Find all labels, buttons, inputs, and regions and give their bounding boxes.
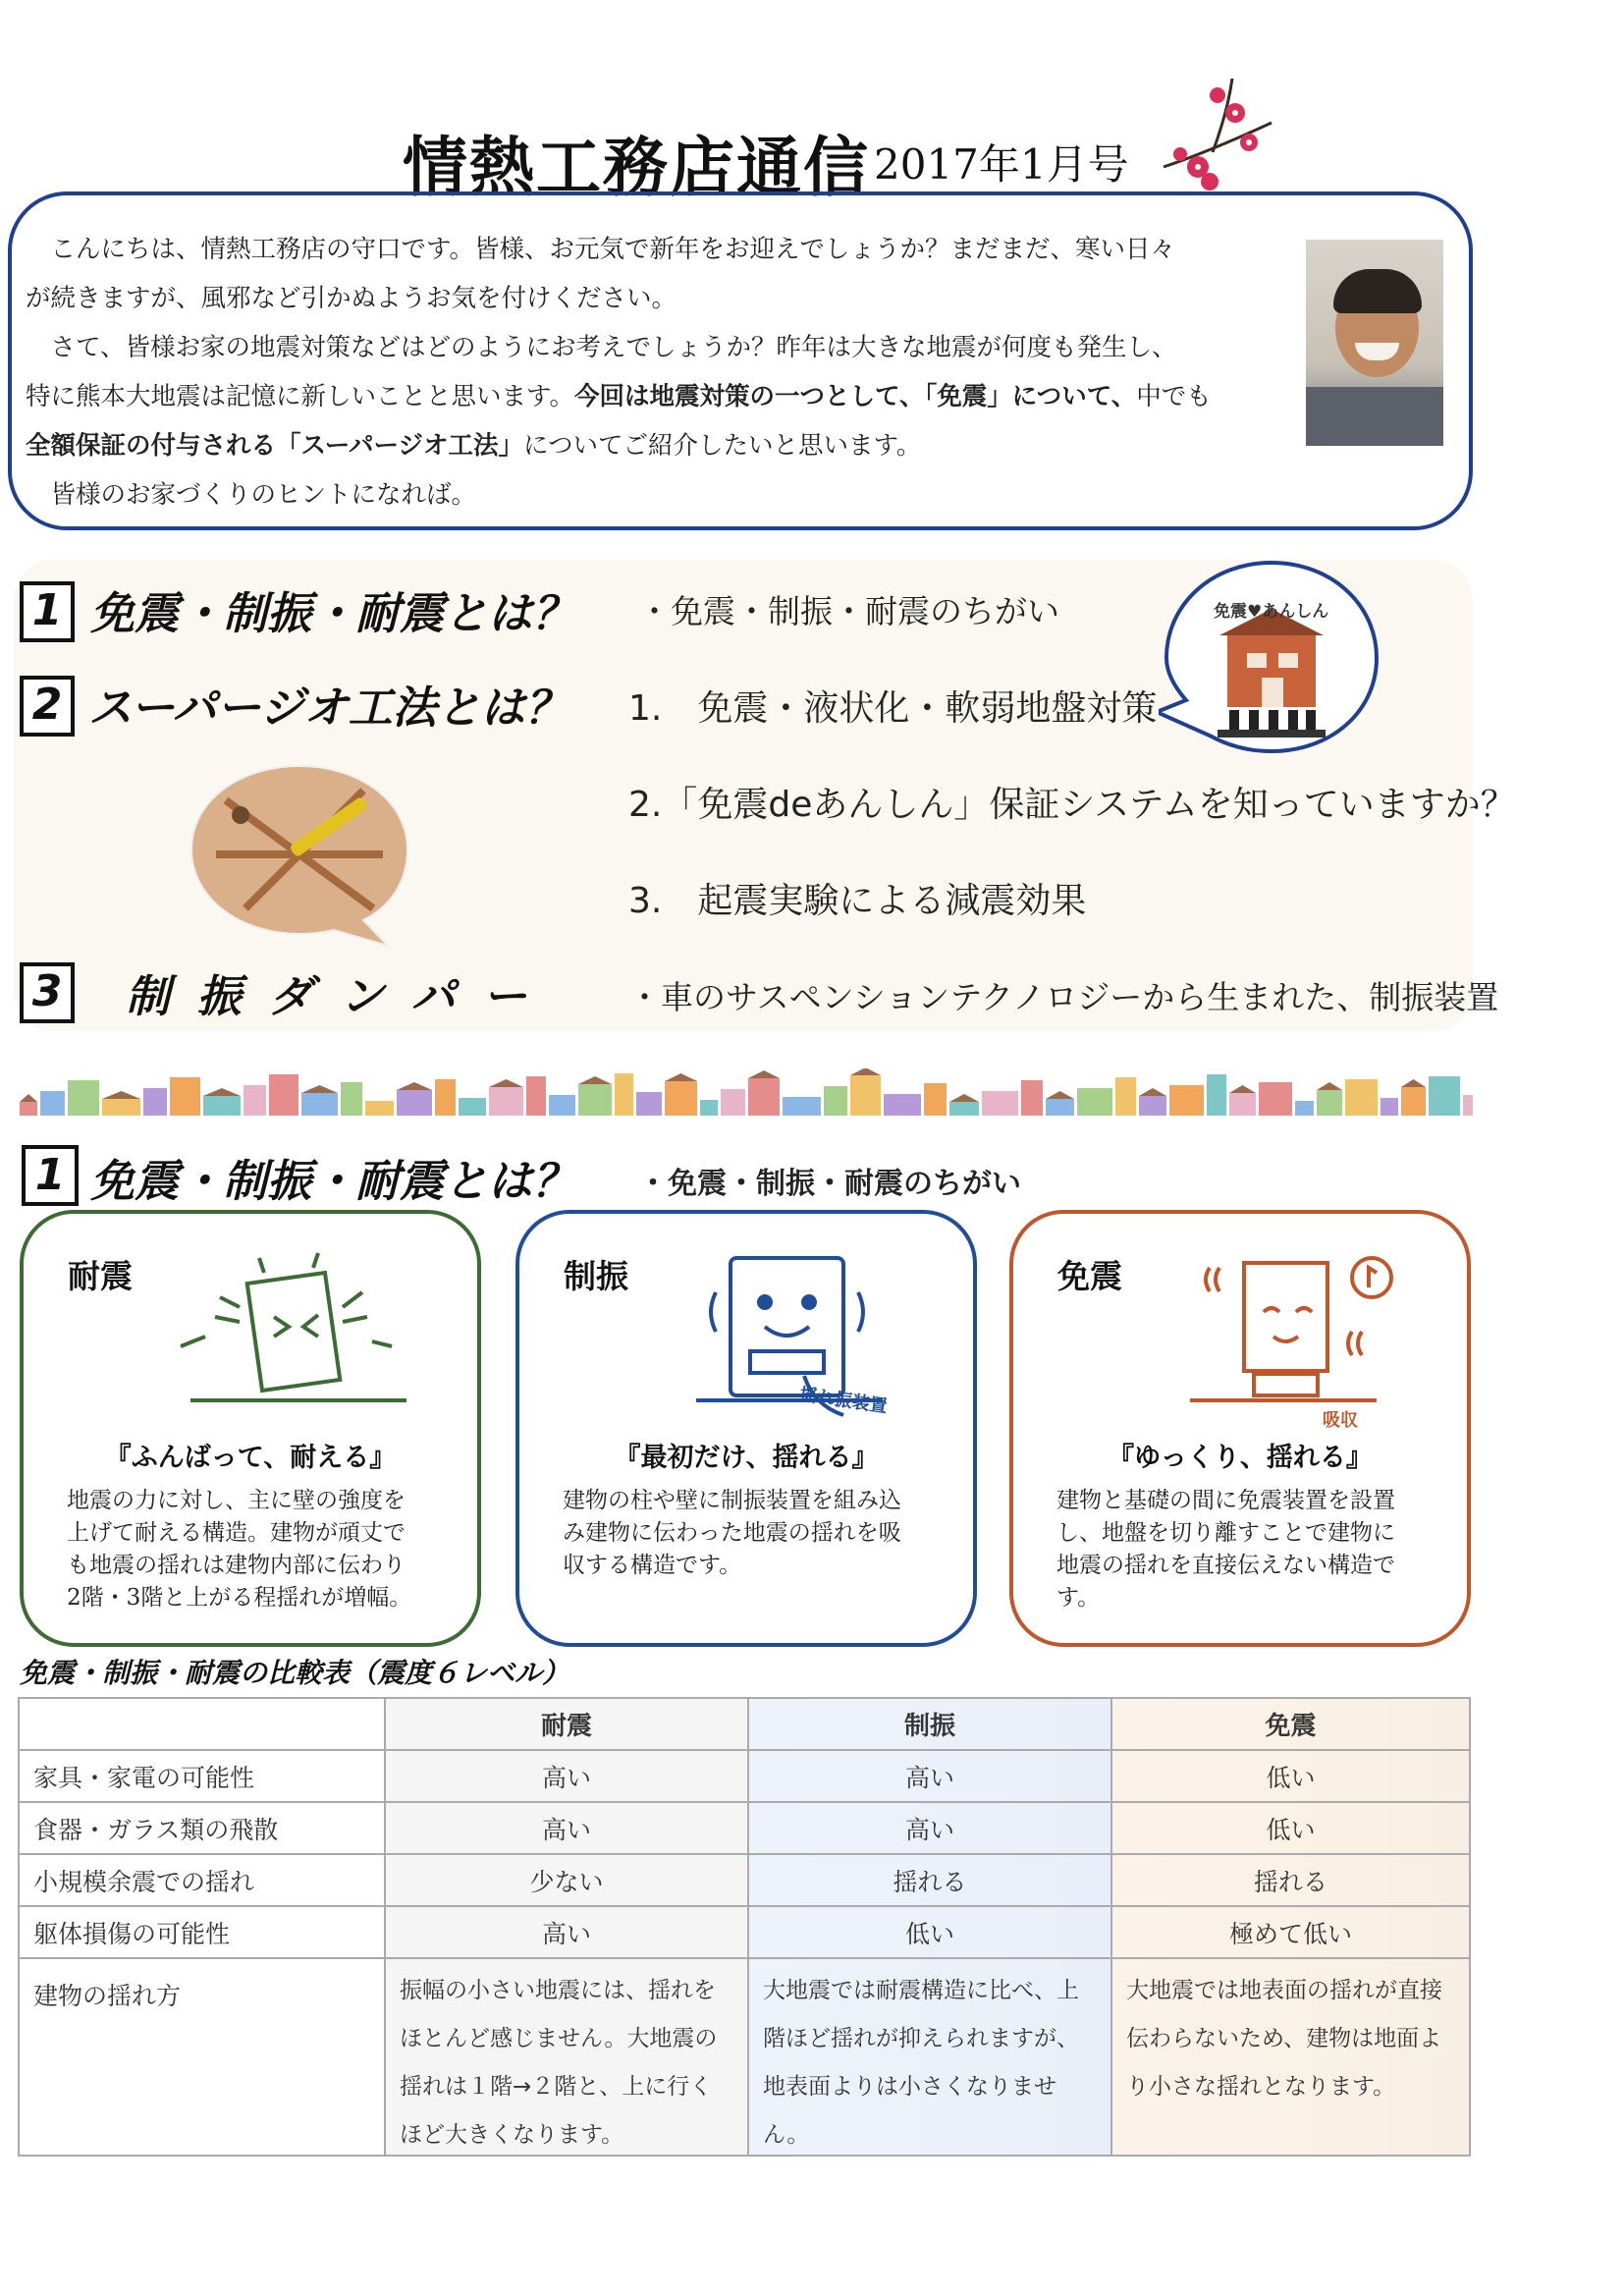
index-heading-2: スーパージオ工法とは？ [88, 682, 569, 734]
table-cell: 揺れる [749, 1855, 1112, 1905]
town-roof [203, 1088, 241, 1096]
table-cell-line: 大地震では耐震構造に比べ、上 [763, 1978, 1079, 2003]
table-cell: 高い [749, 1751, 1112, 1801]
index-sub-3: ・車のサスペンションテクノロジーから生まれた、制振装置 [628, 978, 1499, 1016]
town-building [1317, 1090, 1342, 1116]
isolated-building-icon [1151, 1238, 1416, 1425]
table-cell: 低い [749, 1907, 1112, 1957]
index-number-2: 2 [20, 676, 75, 737]
town-roof [1401, 1079, 1426, 1087]
town-building [665, 1081, 697, 1116]
table-cell-line: ほど大きくなります。 [400, 2122, 624, 2148]
town-building [1429, 1076, 1460, 1116]
town-building [549, 1095, 575, 1116]
index-sub-1: ・免震・制振・耐震のちがい [638, 592, 1059, 630]
greeting-line-1: こんにちは、情熱工務店の守口です。皆様、お元気で新年をお迎えでしょうか？まだまだ、寒い日々 [26, 235, 1175, 264]
town-roof [1317, 1082, 1342, 1090]
table-cell-line: 大地震では地表面の揺れが直接 [1126, 1978, 1442, 2003]
table-cell-line: 地表面よりは小さくなりませ [763, 2074, 1056, 2100]
card-menshin-body [1056, 1485, 1449, 1614]
card-seishin-motto: 『最初だけ、揺れる』 [614, 1443, 879, 1473]
index-sub-2-1: 1. 免震・液状化・軟弱地盤対策 [628, 688, 1158, 729]
section1-heading: 免震・制振・耐震とは？ [90, 1155, 577, 1207]
table-cell: 建物の揺れ方 [20, 1959, 386, 2155]
isolation-note: 吸収 [1323, 1410, 1358, 1431]
town-building [269, 1074, 298, 1116]
table-cell: 低い [1112, 1751, 1469, 1801]
town-building [850, 1075, 881, 1116]
town-building [435, 1079, 456, 1116]
town-building [924, 1083, 947, 1116]
town-building [301, 1093, 338, 1116]
town-roof [578, 1076, 612, 1084]
greeting-text [26, 225, 1243, 519]
table-header-cell [20, 1699, 386, 1749]
table-cell: 高い [386, 1907, 749, 1957]
town-building [397, 1090, 432, 1116]
greeting-line-4: 特に熊本大地震は記憶に新しいことと思います。今回は地震対策の一つとして、「免震」について、中でも [26, 382, 1212, 411]
index-heading-1: 免震・制振・耐震とは？ [90, 587, 577, 639]
town-building [1295, 1101, 1314, 1116]
town-building [170, 1077, 200, 1116]
town-roof [1046, 1091, 1074, 1099]
town-building [1229, 1093, 1256, 1116]
card-seishin-line: 収する構造です。 [563, 1553, 742, 1578]
card-menshin-line: し、地盤を切り離すことで建物に [1056, 1520, 1395, 1546]
table-row [20, 1907, 1469, 1959]
town-building [1021, 1080, 1043, 1116]
card-menshin-line: 建物と基礎の間に免震装置を設置 [1056, 1488, 1395, 1513]
town-building [578, 1084, 612, 1116]
section1-number: 1 [22, 1145, 79, 1206]
table-row [20, 1803, 1469, 1855]
card-menshin [1009, 1210, 1471, 1647]
table-cell: 躯体損傷の可能性 [20, 1907, 386, 1957]
wood-frame-speech-bubble [187, 761, 412, 948]
town-roof [397, 1082, 432, 1090]
card-seishin-line: 建物の柱や壁に制振装置を組み込 [563, 1488, 901, 1513]
table-cell [386, 1959, 749, 2155]
town-roof [1229, 1085, 1256, 1093]
table-cell: 家具・家電の可能性 [20, 1751, 386, 1801]
index-heading-3: 制 振 ダ ン パ ー [126, 970, 533, 1022]
author-photo [1306, 240, 1443, 446]
town-building [1207, 1074, 1226, 1116]
table-cell: 小規模余震での揺れ [20, 1855, 386, 1905]
town-roof [748, 1070, 780, 1078]
greeting-line-6: 皆様のお家づくりのヒントになれば。 [26, 480, 477, 510]
town-building [1401, 1087, 1426, 1116]
card-menshin-line: 地震の揺れを直接伝えない構造で [1056, 1553, 1395, 1578]
plum-blossom-icon [1159, 74, 1276, 201]
damper-note: 揺れ振装置 [797, 1384, 889, 1418]
town-roof [102, 1091, 140, 1099]
card-taishin-line: 上げて耐える構造。建物が頑丈で [67, 1520, 406, 1546]
table-cell-line: 振幅の小さい地震には、揺れを [400, 1978, 716, 2003]
town-roof [301, 1085, 338, 1093]
section1-sub: ・免震・制振・耐震のちがい [638, 1167, 1021, 1201]
table-header-cell: 免震 [1112, 1699, 1469, 1749]
town-building [365, 1101, 394, 1116]
table-cell-line: 揺れは１階→２階と、上に行く [400, 2074, 713, 2100]
table-cell [749, 1959, 1112, 2155]
town-building [884, 1094, 921, 1116]
town-building [748, 1078, 780, 1116]
newsletter-title: 情熱工務店通信 [403, 130, 870, 205]
town-building [526, 1076, 546, 1116]
newsletter-header [0, 103, 1624, 205]
town-roof [20, 1094, 37, 1102]
card-taishin-line: も地震の揺れは建物内部に伝わり [67, 1553, 406, 1578]
card-taishin-line: 地震の力に対し、主に壁の強度を [67, 1488, 406, 1513]
town-building [489, 1087, 523, 1116]
index-number-1: 1 [20, 581, 75, 642]
town-building [1345, 1079, 1378, 1116]
town-roof [1139, 1088, 1166, 1096]
town-roof [949, 1094, 979, 1102]
card-taishin-title: 耐震 [68, 1257, 133, 1295]
table-row [20, 1751, 1469, 1803]
issue-date: 2017年1月号 [874, 140, 1129, 189]
table-cell-line: 伝わらないため、建物は地面よ [1126, 2026, 1442, 2051]
table-header-row [20, 1699, 1469, 1751]
town-building [1463, 1095, 1473, 1116]
card-seishin-body [563, 1485, 955, 1582]
table-cell-line: り小さな揺れとなります。 [1126, 2074, 1396, 2100]
house-badge-label: 免震♥あんしん [1214, 602, 1329, 622]
card-taishin-motto: 『ふんばって、耐える』 [104, 1443, 397, 1473]
town-roof [850, 1068, 881, 1075]
town-building [40, 1091, 65, 1116]
town-building [1169, 1085, 1204, 1116]
town-building [1259, 1082, 1292, 1116]
town-building [1077, 1088, 1112, 1116]
town-building [203, 1096, 241, 1116]
index-sub-2-3: 3. 起震実験による減震効果 [628, 881, 1087, 921]
town-building [341, 1082, 362, 1116]
table-header-cell: 耐震 [386, 1699, 749, 1749]
card-menshin-motto: 『ゆっくり、揺れる』 [1108, 1443, 1373, 1473]
town-building [721, 1089, 745, 1116]
town-building [636, 1092, 662, 1116]
town-building [1046, 1099, 1074, 1116]
card-menshin-line: す。 [1056, 1585, 1101, 1611]
town-building [244, 1085, 266, 1116]
town-building [143, 1088, 167, 1116]
table-cell: 揺れる [1112, 1855, 1469, 1905]
town-building [615, 1073, 633, 1116]
table-cell: 低い [1112, 1803, 1469, 1853]
table-cell: 高い [749, 1803, 1112, 1853]
table-cell-line: ほとんど感じません。大地震の [400, 2026, 718, 2051]
town-building [102, 1099, 140, 1116]
town-building [1115, 1077, 1136, 1116]
table-cell: 高い [386, 1751, 749, 1801]
table-row [20, 1855, 1469, 1907]
town-building [700, 1100, 718, 1116]
town-building [949, 1102, 979, 1116]
comparison-table-caption: 免震・制振・耐震の比較表（震度６レベル） [20, 1657, 570, 1689]
townscape-divider [20, 1068, 1473, 1116]
town-building [1139, 1096, 1166, 1116]
index-sub-2-2: 2.「免震deあんしん」保証システムを知っていますか？ [628, 785, 1516, 825]
table-cell: 高い [386, 1803, 749, 1853]
town-building [982, 1091, 1018, 1116]
greeting-line-2: が続きますが、風邪など引かぬようお気を付けください。 [26, 284, 677, 313]
greeting-line-5: 全額保証の付与される「スーパージオ工法」についてご紹介したいと思います。 [26, 431, 922, 461]
card-seishin-title: 制振 [564, 1257, 628, 1295]
table-cell: 食器・ガラス類の飛散 [20, 1803, 386, 1853]
table-cell: 極めて低い [1112, 1907, 1469, 1957]
town-building [824, 1086, 847, 1116]
town-roof [665, 1073, 697, 1081]
card-seishin [515, 1210, 977, 1647]
table-cell: 少ない [386, 1855, 749, 1905]
card-taishin-body [67, 1485, 460, 1614]
card-menshin-title: 免震 [1057, 1257, 1122, 1295]
table-cell-line: ん。 [763, 2122, 810, 2148]
town-roof [489, 1079, 523, 1087]
table-cell [1112, 1959, 1469, 2155]
bracing-building-icon [161, 1238, 426, 1425]
card-taishin-line: 2階・3階と上がる程揺れが増幅。 [67, 1585, 412, 1611]
town-building [1380, 1098, 1398, 1116]
table-row [20, 1959, 1469, 2155]
town-building [783, 1097, 821, 1116]
town-building [68, 1080, 99, 1116]
card-seishin-line: み建物に伝わった地震の揺れを吸 [563, 1520, 901, 1546]
greeting-box [8, 191, 1473, 530]
comparison-table [18, 1697, 1471, 2157]
house-speech-bubble [1159, 555, 1384, 766]
town-building [20, 1102, 37, 1116]
greeting-line-3: さて、皆様お家の地震対策などはどのようにお考えでしょうか？昨年は大きな地震が何度も発生し、 [26, 333, 1177, 362]
index-number-3: 3 [20, 962, 75, 1023]
table-cell-line: 階ほど揺れが抑えられますが、 [763, 2026, 1079, 2051]
card-taishin [20, 1210, 481, 1647]
table-header-cell: 制振 [749, 1699, 1112, 1749]
town-building [459, 1098, 486, 1116]
